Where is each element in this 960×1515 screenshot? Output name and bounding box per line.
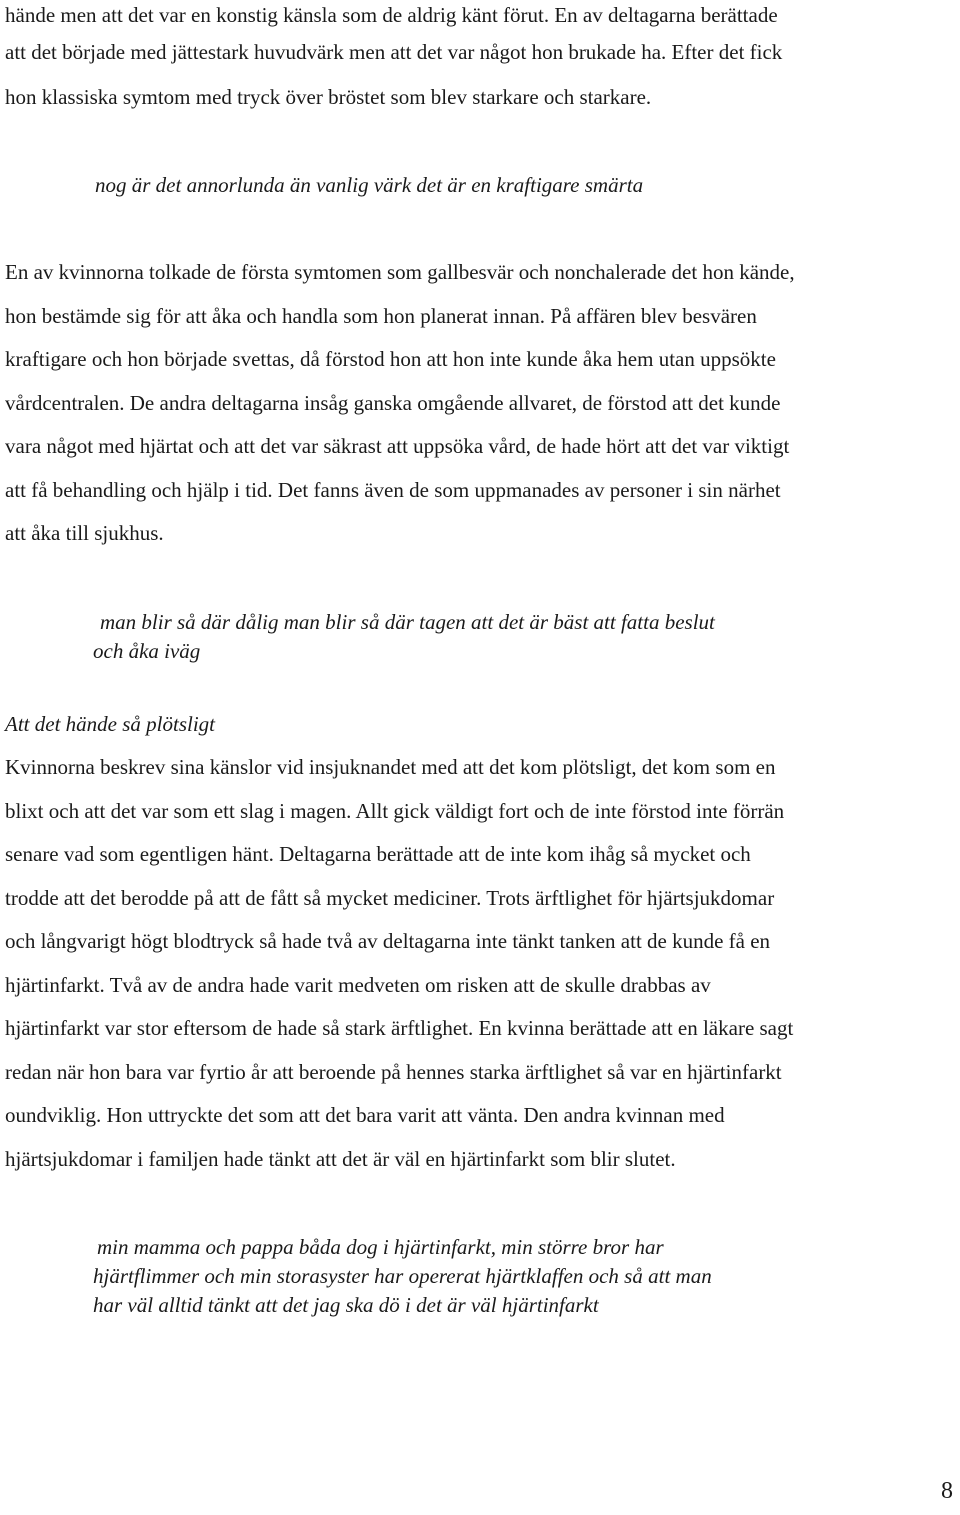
section-line-10: hjärtsjukdomar i familjen hade tänkt att det är väl en hjärtinfarkt som blir slutet. (5, 1147, 676, 1171)
section-line-1: Kvinnorna beskrev sina känslor vid insjuknandet med att det kom plötsligt, det kom som en (5, 755, 776, 779)
quote-2-line-2: och åka iväg (93, 639, 201, 663)
quote-1-line-1: nog är det annorlunda än vanlig värk det är en kraftigare smärta (95, 173, 644, 197)
para-2-line-7: att åka till sjukhus. (5, 521, 164, 545)
intro-line-1: hände men att det var en konstig känsla som de aldrig känt förut. En av deltagarna berättade (5, 3, 778, 27)
section-line-6: hjärtinfarkt. Två av de andra hade varit medveten om risken att de skulle drabbas av (5, 973, 711, 997)
section-line-9: oundviklig. Hon uttryckte det som att det bara varit att vänta. Den andra kvinnan med (5, 1103, 725, 1127)
section-line-4: trodde att det berodde på att de fått så mycket mediciner. Trots ärftlighet för hjärtsjukdomar (5, 886, 775, 910)
para-2-line-4: vårdcentralen. De andra deltagarna insåg ganska omgående allvaret, de förstod att det kunde (5, 391, 781, 415)
para-2-line-3: kraftigare och hon började svettas, då förstod hon att hon inte kunde åka hem utan uppsökte (5, 347, 776, 371)
quote-2-line-1: man blir så där dålig man blir så där tagen att det är bäst att fatta beslut (100, 610, 715, 634)
para-2-line-2: hon bestämde sig för att åka och handla som hon planerat innan. På affären blev besvären (5, 304, 757, 328)
para-2-line-6: att få behandling och hjälp i tid. Det fanns även de som uppmanades av personer i sin närhet (5, 478, 781, 502)
intro-line-2: att det började med jättestark huvudvärk men att det var något hon brukade ha. Efter det fick (5, 40, 783, 64)
intro-line-3: hon klassiska symtom med tryck över bröstet som blev starkare och starkare. (5, 85, 652, 109)
section-line-7: hjärtinfarkt var stor eftersom de hade så stark ärftlighet. En kvinna berättade att en läkare sagt (5, 1016, 794, 1040)
section-heading: Att det hände så plötsligt (5, 712, 215, 736)
section-line-8: redan när hon bara var fyrtio år att beroende på hennes starka ärftlighet så var en hjärtinfarkt (5, 1060, 782, 1084)
section-line-2: blixt och att det var som ett slag i magen. Allt gick väldigt fort och de inte förstod inte förrän (5, 799, 785, 823)
para-2-line-1: En av kvinnorna tolkade de första symtomen som gallbesvär och nonchalerade det hon kände, (5, 260, 795, 284)
section-line-5: och långvarigt högt blodtryck så hade två av deltagarna inte tänkt tanken att de kunde få en (5, 929, 771, 953)
quote-3-line-3: har väl alltid tänkt att det jag ska dö i det är väl hjärtinfarkt (93, 1293, 599, 1317)
quote-3-line-1: min mamma och pappa båda dog i hjärtinfarkt, min större bror har (97, 1235, 664, 1259)
page-number: 8 (941, 1478, 953, 1504)
quote-3-line-2: hjärtflimmer och min storasyster har opererat hjärtklaffen och så att man (93, 1264, 712, 1288)
para-2-line-5: vara något med hjärtat och att det var säkrast att uppsöka vård, de hade hört att det var viktigt (5, 434, 790, 458)
section-line-3: senare vad som egentligen hänt. Deltagarna berättade att de inte kom ihåg så mycket och (5, 842, 751, 866)
